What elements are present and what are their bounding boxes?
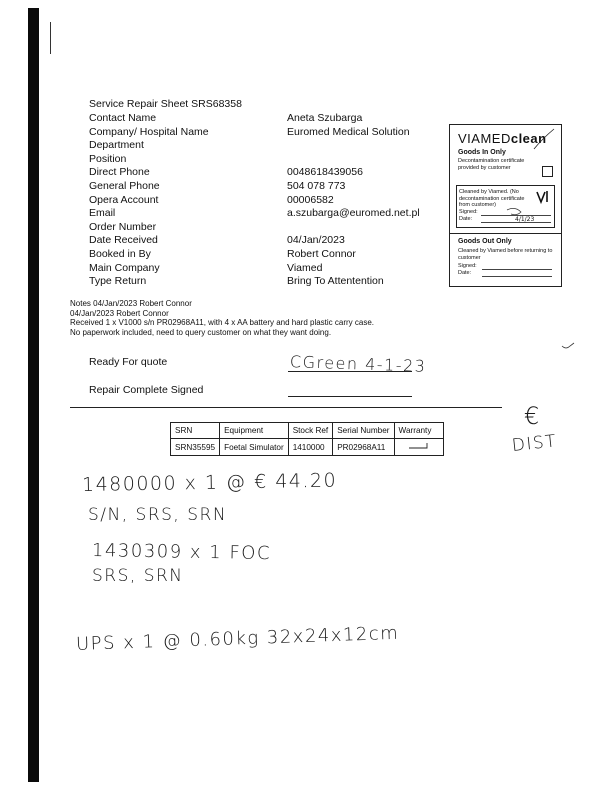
goods-in-title: Goods In Only: [458, 149, 506, 156]
cleaned-box: [456, 185, 555, 228]
cell-warranty: [394, 439, 443, 456]
scan-mark: [50, 22, 51, 54]
brand-regular: VIAMED: [458, 131, 511, 146]
field-row: [89, 262, 449, 275]
handwritten-euro: €: [524, 402, 541, 430]
table-row: [171, 439, 444, 456]
col-equipment: Equipment: [220, 423, 289, 439]
cleaned-date-label: Date:: [459, 216, 473, 222]
cell-serial-number: PR02968A11: [333, 439, 394, 456]
note-line: No paperwork included, need to query customer on what they want doing.: [70, 327, 332, 337]
field-value: 00006582: [287, 193, 334, 206]
handwritten-line-4: SRS, SRN: [92, 566, 184, 586]
field-value: 0048618439056: [287, 166, 363, 179]
field-value: 504 078 773: [287, 180, 346, 192]
viamed-clean-stamp: [449, 124, 562, 287]
field-row: [89, 112, 449, 125]
repair-complete-label: Repair Complete Signed: [89, 384, 204, 396]
handwritten-line-3: 1430309 x 1 FOC: [91, 540, 272, 565]
goods-out-signed-line: [482, 269, 552, 270]
cell-stock-ref: 1410000: [288, 439, 333, 456]
field-value: Viamed: [287, 261, 323, 274]
field-value: Euromed Medical Solution: [287, 125, 410, 138]
col-serial-number: Serial Number: [333, 423, 394, 439]
handwritten-line-1: 1480000 x 1 @ € 44.20: [81, 469, 338, 496]
handwritten-dist: DIST: [510, 431, 559, 456]
ready-for-quote-label: Ready For quote: [89, 356, 168, 368]
col-srn: SRN: [171, 423, 220, 439]
cell-equipment: Foetal Simulator: [220, 439, 289, 456]
field-value: 04/Jan/2023: [287, 234, 345, 247]
field-label: General Phone: [89, 180, 160, 192]
cleaned-hand-date: 4/1/23: [515, 216, 535, 223]
section-divider: [70, 407, 502, 408]
field-row: [89, 275, 449, 288]
col-stock-ref: Stock Ref: [288, 423, 333, 439]
field-label: Direct Phone: [89, 166, 150, 179]
field-label: Date Received: [89, 234, 158, 247]
field-label: Company/ Hospital Name: [89, 125, 209, 138]
field-label: Order Number: [89, 220, 157, 233]
field-label: Main Company: [89, 261, 160, 274]
field-row: [89, 166, 449, 179]
goods-out-signed-label: Signed:: [458, 263, 477, 269]
scan-edge-bar: [28, 8, 39, 782]
field-row: [89, 221, 449, 234]
handwritten-signature: CGreen 4-1-23: [289, 352, 427, 376]
cleaned-text: Cleaned by Viamed. (No decontamination certificate from customer): [459, 189, 525, 208]
goods-out-date-label: Date:: [458, 270, 472, 276]
field-row: [89, 139, 449, 152]
notes-block: [70, 299, 374, 337]
field-label: Email: [89, 207, 116, 220]
stamp-divider: [450, 233, 561, 234]
brand-bold: clean: [510, 131, 547, 146]
table-header-row: [171, 423, 444, 439]
field-value: Aneta Szubarga: [287, 112, 363, 124]
field-label: Position: [89, 152, 127, 165]
goods-out-title: Goods Out Only: [458, 238, 512, 245]
field-label: Opera Account: [89, 193, 159, 206]
goods-in-checkbox[interactable]: [542, 166, 553, 177]
goods-out-date-line: [482, 276, 552, 277]
field-label: Contact Name: [89, 112, 157, 124]
field-value: Robert Connor: [287, 248, 356, 260]
field-label: Type Return: [89, 275, 147, 288]
equipment-table: [170, 422, 444, 456]
goods-in-text: Decontamination certificate provided by customer: [458, 158, 525, 171]
cleaned-signed-label: Signed:: [459, 209, 478, 215]
field-row: [89, 180, 449, 193]
corner-scribble: [560, 340, 580, 352]
field-row: [89, 126, 449, 139]
field-row: [89, 153, 449, 166]
handwritten-line-2: S/N, SRS, SRN: [88, 505, 228, 525]
field-row: [89, 207, 449, 220]
goods-out-text: Cleaned by Viamed before returning to customer: [458, 248, 553, 261]
repair-complete-line: [288, 396, 412, 397]
field-row: [89, 248, 449, 261]
field-label: Booked in By: [89, 248, 151, 260]
field-row: [89, 194, 449, 207]
field-value: a.szubarga@euromed.net.pl: [287, 207, 420, 220]
handwritten-line-5: UPS x 1 @ 0.60kg 32x24x12cm: [75, 622, 400, 655]
sheet-title: Service Repair Sheet SRS68358: [89, 98, 242, 110]
col-warranty: Warranty: [394, 423, 443, 439]
field-row: [89, 234, 449, 247]
field-value: Bring To Attentention: [287, 275, 384, 288]
note-line: Received 1 x V1000 s/n PR02968A11, with 4 x AA battery and hard plastic carry case.: [70, 318, 375, 328]
note-line: 04/Jan/2023 Robert Connor: [70, 308, 169, 318]
cell-srn: SRN35595: [171, 439, 220, 456]
warranty-mark: [399, 441, 439, 451]
note-line: Notes 04/Jan/2023 Robert Connor: [70, 299, 192, 308]
field-label: Department: [89, 139, 144, 152]
